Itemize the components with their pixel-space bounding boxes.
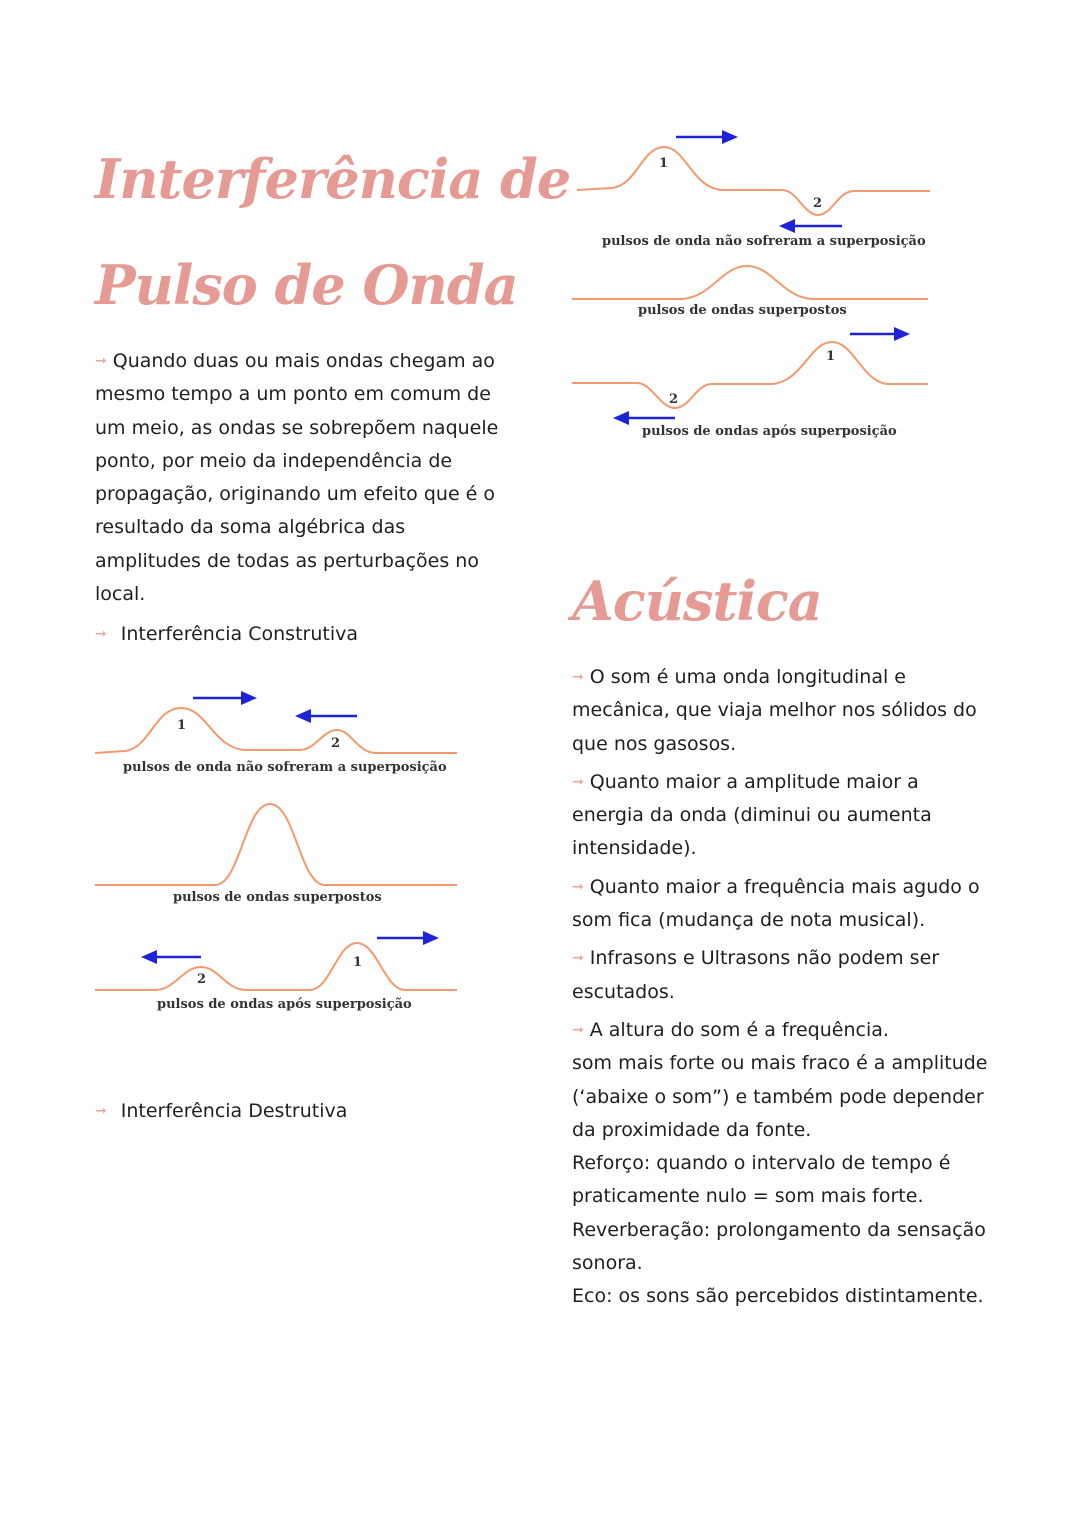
acustica-item [572,1014,992,1047]
pulse-label-2: 2 [197,972,207,987]
wave-before [95,708,457,753]
acustica-line: Eco: os sons são percebidos distintamente. [572,1285,984,1308]
wave-after [95,943,457,990]
destructive-interference-figure [572,120,934,445]
bullet-destructive-label: Interferência Destrutiva [120,1100,348,1122]
wave-before [577,147,930,215]
pulse-label-2: 2 [813,196,823,211]
acustica-line: som mais forte ou mais fraco é a amplitude (‘abaixe o som”) e também pode depender da proximidade da fonte. [572,1052,988,1141]
left-arrow-head [141,950,157,964]
pulse-label-2: 2 [331,736,341,751]
intro-text: Quando duas ou mais ondas chegam ao mesmo tempo a um ponto em comum de um meio, as ondas se sobrepõem naquele ponto, por meio da independência de propagação, originando um efeito que é o resultado da soma algébrica das amplitudes de todas as perturbações no local. [95,350,499,606]
wave-superposed [572,266,928,299]
pulse-label-1: 1 [177,718,187,733]
acustica-item [572,766,992,866]
caption-before: pulsos de onda não sofreram a superposição [602,234,926,249]
wave-after [572,342,928,408]
acustica-item [572,871,992,938]
bullet-destructive [95,1098,347,1124]
caption-before: pulsos de onda não sofreram a superposição [123,760,447,775]
pulse-label-1: 1 [659,156,669,171]
bullet-constructive [95,621,358,647]
arrow-icon: ➞ [572,878,584,895]
acustica-item-text: Infrasons e Ultrasons não podem ser escutados. [572,947,940,1003]
caption-after: pulsos de ondas após superposição [642,424,897,439]
constructive-interference-figure [95,680,457,1015]
page-title-line1: Interferência de [95,147,571,211]
arrow-icon: ➞ [95,626,107,642]
arrow-icon: ➞ [572,1021,584,1038]
caption-superposed: pulsos de ondas superpostos [638,303,847,318]
acustica-item-text: A altura do som é a frequência. [589,1018,889,1041]
page-title-line2: Pulso de Onda [95,253,518,317]
left-arrow-head [613,411,629,425]
arrow-icon: ➞ [95,353,107,369]
acustica-line: Reverberação: prolongamento da sensação sonora. [572,1218,986,1275]
left-arrow-head [779,219,795,233]
pulse-label-2: 2 [669,392,679,407]
arrow-icon: ➞ [572,773,584,790]
acustica-item-text: O som é uma onda longitudinal e mecânica, que viaja melhor nos sólidos do que nos gasosos. [572,666,977,755]
acustica-content [572,661,992,1314]
section-title-acustica: Acústica [572,569,822,633]
acustica-line: Reforço: quando o intervalo de tempo é praticamente nulo = som mais forte. [572,1152,951,1208]
acustica-item [572,942,992,1009]
arrow-icon: ➞ [572,669,584,685]
intro-paragraph [95,345,505,611]
bullet-constructive-label: Interferência Construtiva [120,623,358,645]
left-arrow-head [295,709,311,723]
acustica-item [572,661,992,761]
right-arrow-head [894,327,910,341]
arrow-icon: ➞ [95,1103,107,1119]
pulse-label-1: 1 [826,349,836,364]
acustica-item-text: Quanto maior a frequência mais agudo o som fica (mudança de nota musical). [572,875,980,932]
acustica-item-text: Quanto maior a amplitude maior a energia da onda (diminui ou aumenta intensidade). [572,770,932,860]
right-arrow-head [423,931,439,945]
caption-after: pulsos de ondas após superposição [157,997,412,1012]
right-arrow-head [241,691,257,705]
wave-superposed [95,804,457,885]
caption-superposed: pulsos de ondas superpostos [173,890,382,905]
arrow-icon: ➞ [572,950,584,967]
pulse-label-1: 1 [353,955,363,970]
right-arrow-head [722,130,738,144]
